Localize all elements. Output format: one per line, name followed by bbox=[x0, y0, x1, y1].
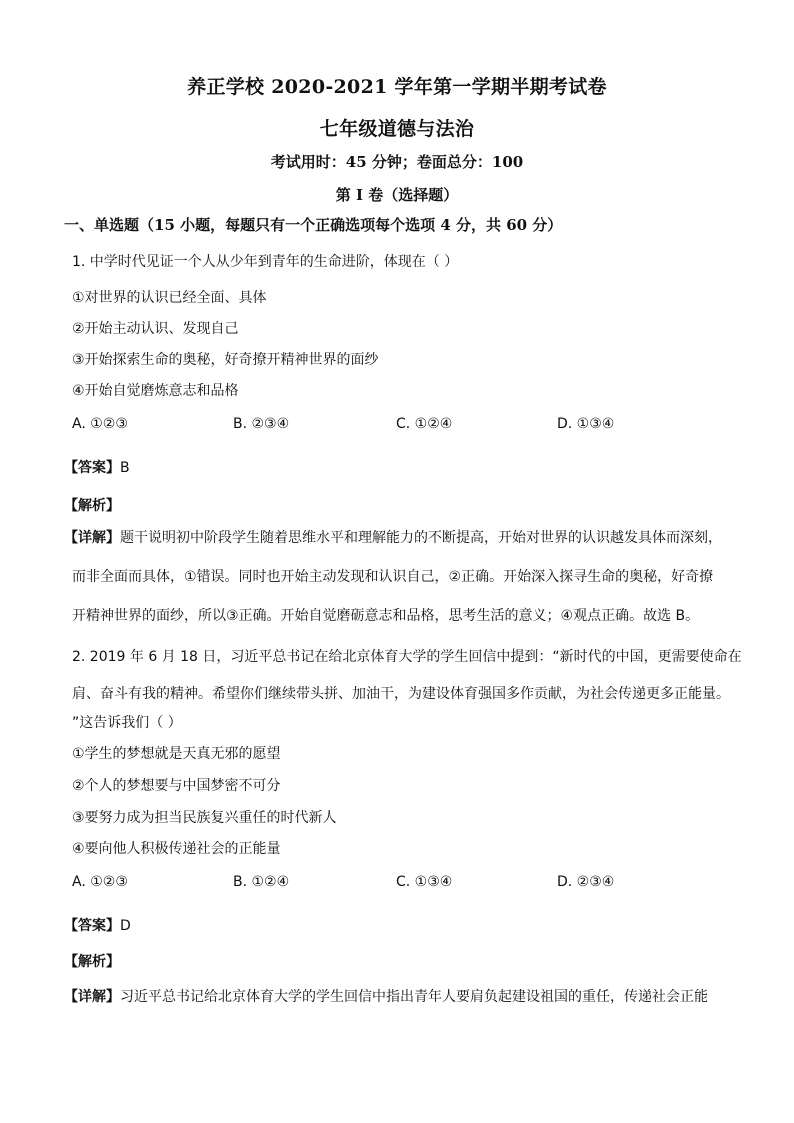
question-1-option-3: ③开始探索生命的奥秘，好奇撩开精神世界的面纱 bbox=[72, 352, 379, 368]
question-2-choice-b: B. ①②④ bbox=[233, 874, 290, 890]
exam-subject: 七年级道德与法治 bbox=[319, 118, 475, 140]
question-2-option-3: ③要努力成为担当民族复兴重任的时代新人 bbox=[72, 810, 337, 826]
detail-text: 题干说明初中阶段学生随着思维水平和理解能力的不断提高，开始对世界的认识越发具体而深刻， bbox=[120, 530, 722, 546]
question-2-detail-line-1 bbox=[64, 986, 708, 1006]
question-2-option-1: ①学生的梦想就是天真无邪的愿望 bbox=[72, 746, 281, 762]
question-1-option-1: ①对世界的认识已经全面、具体 bbox=[72, 290, 267, 306]
detail-text: 习近平总书记给北京体育大学的学生回信中指出青年人要肩负起建设祖国的重任，传递社会正能 bbox=[120, 989, 708, 1005]
question-1-choice-a: A. ①②③ bbox=[72, 416, 128, 432]
volume-heading: 第 I 卷（选择题） bbox=[335, 186, 459, 204]
question-1-detail-line-3: 开精神世界的面纱，所以③正确。开始自觉磨砺意志和品格，思考生活的意义；④观点正确。故选 B。 bbox=[72, 608, 700, 624]
exam-info: 考试用时：45 分钟；卷面总分：100 bbox=[270, 153, 524, 171]
section-heading: 一、单选题（15 小题，每题只有一个正确选项每个选项 4 分，共 60 分） bbox=[64, 216, 563, 234]
question-1-analysis-label: 【解析】 bbox=[64, 498, 120, 514]
question-1-answer bbox=[64, 457, 130, 477]
question-2-option-2: ②个人的梦想要与中国梦密不可分 bbox=[72, 778, 281, 794]
answer-label: 【答案】 bbox=[64, 460, 120, 476]
question-1-choice-b: B. ②③④ bbox=[233, 416, 290, 432]
answer-value: D bbox=[120, 918, 131, 934]
question-2-choice-d: D. ②③④ bbox=[557, 874, 615, 890]
question-2-choice-c: C. ①③④ bbox=[396, 874, 453, 890]
question-2-choice-a: A. ①②③ bbox=[72, 874, 128, 890]
question-1-option-2: ②开始主动认识、发现自己 bbox=[72, 321, 239, 337]
question-1-choice-c: C. ①②④ bbox=[396, 416, 453, 432]
question-2-answer bbox=[64, 915, 131, 935]
question-2-stem-line-2: 肩、奋斗有我的精神。希望你们继续带头拼、加油干，为建设体育强国多作贡献，为社会传递更多正能量。 bbox=[72, 686, 730, 702]
question-1-choice-d: D. ①③④ bbox=[557, 416, 615, 432]
question-1-option-4: ④开始自觉磨炼意志和品格 bbox=[72, 383, 239, 399]
exam-title: 养正学校 2020-2021 学年第一学期半期考试卷 bbox=[187, 76, 607, 98]
question-1-detail-line-1 bbox=[64, 527, 722, 547]
answer-label: 【答案】 bbox=[64, 918, 120, 934]
question-2-analysis-label: 【解析】 bbox=[64, 954, 120, 970]
detail-label: 【详解】 bbox=[64, 530, 120, 546]
question-2-stem-line-1: 2. 2019 年 6 月 18 日，习近平总书记在给北京体育大学的学生回信中提到：“新时代的中国，更需要使命在 bbox=[72, 649, 742, 665]
question-2-stem-line-3: ”这告诉我们（ ） bbox=[72, 715, 182, 731]
answer-value: B bbox=[120, 460, 130, 476]
question-1-detail-line-2: 而非全面而具体，①错误。同时也开始主动发现和认识自己，②正确。开始深入探寻生命的奥秘，好奇撩 bbox=[72, 569, 714, 585]
question-2-option-4: ④要向他人积极传递社会的正能量 bbox=[72, 841, 281, 857]
detail-label: 【详解】 bbox=[64, 989, 120, 1005]
question-1-stem: 1. 中学时代见证一个人从少年到青年的生命进阶，体现在（ ） bbox=[72, 254, 459, 270]
